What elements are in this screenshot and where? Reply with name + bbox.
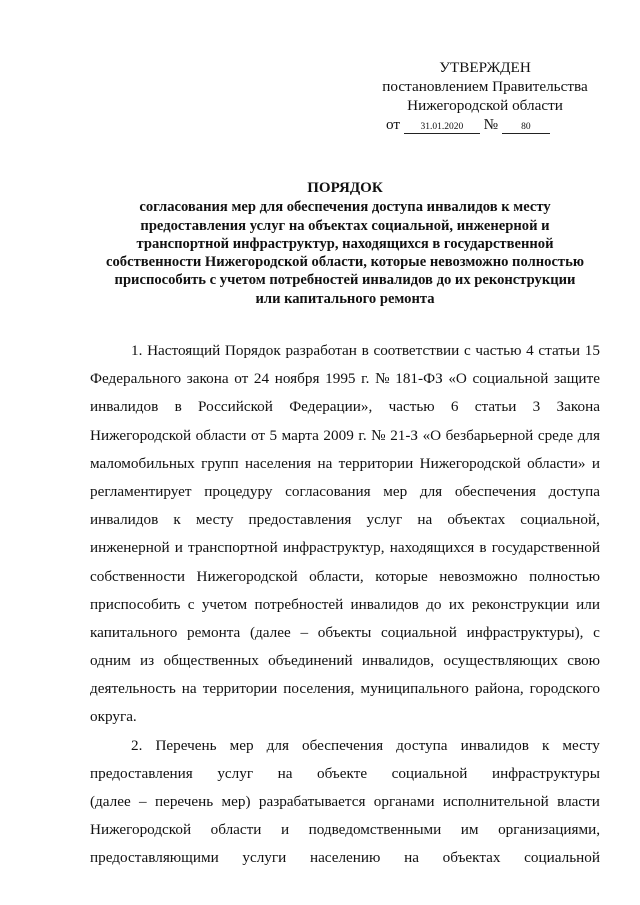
body-word: подведомственными <box>308 821 442 839</box>
body-word: инженерной <box>90 539 170 557</box>
approval-date: 31.01.2020 <box>404 121 480 134</box>
body-word: в <box>361 342 369 359</box>
body-word: с <box>187 595 195 613</box>
body-word: статьи <box>474 398 517 416</box>
body-word: марта <box>281 426 319 444</box>
body-word: 2009 <box>323 426 354 444</box>
approval-date-line <box>372 115 598 134</box>
body-line <box>90 591 600 619</box>
body-word: объектах <box>447 511 506 529</box>
body-word: 181-ФЗ <box>395 370 443 388</box>
body-word: инфраструктур, <box>282 539 385 557</box>
body-word: с <box>593 623 600 641</box>
body-word: месту <box>195 511 234 529</box>
title-line: собственности Нижегородской области, которые невозможно полностью <box>106 254 584 271</box>
body-word: социальной <box>381 623 457 641</box>
body-word: процедуру <box>204 482 273 500</box>
approval-number-sign: № <box>483 116 499 133</box>
body-word: их <box>448 595 465 613</box>
body-word: № <box>375 370 390 388</box>
body-word: невозможно <box>439 567 518 585</box>
body-word: Перечень <box>155 736 217 754</box>
body-word: и <box>280 821 290 839</box>
body-word: области, <box>309 567 364 585</box>
title-line: или капитального ремонта <box>255 290 435 307</box>
body-word: инвалидов <box>90 511 159 529</box>
body-word: области <box>195 426 247 444</box>
body-word: Нижегородской <box>90 821 192 839</box>
body-word: инфраструктуры <box>491 764 600 782</box>
body-word: к <box>173 511 181 529</box>
body-line <box>90 506 600 534</box>
body-word: мер) <box>221 793 251 810</box>
body-word: групп <box>201 454 239 472</box>
body-word: инвалидов <box>460 736 529 754</box>
body-word: услуги <box>242 849 287 867</box>
body-word: разработан <box>285 342 357 359</box>
body-word: г. <box>361 370 370 388</box>
document-heading: ПОРЯДОК <box>307 180 383 196</box>
body-word: области <box>210 821 262 839</box>
body-word: свою <box>567 652 600 670</box>
body-word: на <box>317 454 333 472</box>
body-word: области» <box>527 454 586 472</box>
body-word: капитального <box>90 623 178 641</box>
body-word: согласования <box>285 482 371 500</box>
body-line <box>90 422 600 450</box>
body-line <box>90 619 600 647</box>
body-word: ремонта <box>187 623 241 641</box>
body-word: 1. <box>131 342 143 359</box>
body-word: г. <box>358 426 367 444</box>
body-word: деятельность <box>90 680 176 698</box>
body-word: безбарьерной <box>445 426 534 444</box>
body-word: предоставляющими <box>90 849 219 867</box>
body-word: ноября <box>274 370 320 388</box>
body-line <box>90 365 600 393</box>
approval-number: 80 <box>502 121 550 134</box>
body-word: района, <box>474 680 524 698</box>
body-word: социальной <box>524 849 600 867</box>
body-word: соответствии <box>373 342 460 359</box>
body-word: одним <box>90 652 131 670</box>
approval-stamp-block <box>372 58 598 134</box>
body-word: им <box>460 821 479 839</box>
body-word: защите <box>554 370 600 388</box>
body-word: исполнительной <box>442 793 549 810</box>
body-word: от <box>234 370 249 388</box>
body-line <box>90 393 600 421</box>
body-line <box>90 732 600 760</box>
body-word: Порядок <box>224 342 281 359</box>
body-word: объекты <box>317 623 372 641</box>
body-word: Федерального <box>90 370 182 388</box>
body-word: Настоящий <box>147 342 221 359</box>
body-word: которые <box>375 567 428 585</box>
title-line: транспортной инфраструктур, находящихся в государственной <box>136 235 554 252</box>
body-word: 3 <box>532 398 541 416</box>
body-word: доступа <box>396 736 448 754</box>
body-word: для <box>266 736 289 754</box>
body-word: 1995 <box>325 370 356 388</box>
document-title <box>90 179 600 308</box>
body-word: осуществляющих <box>443 652 558 670</box>
body-word: на <box>277 764 293 782</box>
body-word: 24 <box>253 370 270 388</box>
body-word: 4 <box>526 342 534 359</box>
body-word: (далее <box>90 793 131 810</box>
body-word: – <box>139 793 147 810</box>
body-word: для <box>419 482 443 500</box>
body-word: государственной <box>491 539 600 557</box>
body-word: обеспечения <box>302 736 384 754</box>
body-word: месту <box>562 736 600 754</box>
body-word: 15 <box>584 342 600 359</box>
body-word: объекте <box>316 764 368 782</box>
body-word: приспособить <box>90 595 181 613</box>
body-word: социальной, <box>520 511 600 529</box>
body-word: Нижегородской <box>196 567 298 585</box>
body-word: в <box>174 398 182 416</box>
approval-from-label: от <box>386 116 401 133</box>
body-word: среде <box>537 426 574 444</box>
body-word: полностью <box>529 567 600 585</box>
body-word: населению <box>309 849 381 867</box>
title-line: приспособить с учетом потребностей инвалидов до их реконструкции <box>114 272 576 289</box>
body-word: транспортной <box>188 539 278 557</box>
body-word: Нижегородской <box>90 426 192 444</box>
body-line <box>90 337 600 365</box>
body-word: из <box>140 652 155 670</box>
body-word: разрабатывается <box>258 793 366 810</box>
document-subtitle <box>90 198 600 308</box>
body-word: закона <box>186 370 229 388</box>
body-word: населения <box>244 454 312 472</box>
body-word: статьи <box>538 342 581 359</box>
body-word: мер <box>229 736 254 754</box>
body-word: № <box>371 426 386 444</box>
body-word: объединений <box>268 652 353 670</box>
body-line <box>90 450 600 478</box>
body-word: общественных <box>163 652 259 670</box>
body-line <box>90 788 600 816</box>
body-line <box>90 760 600 788</box>
body-word: маломобильных <box>90 454 195 472</box>
body-word: 6 <box>450 398 459 416</box>
body-word: власти <box>557 793 600 810</box>
body-word: или <box>576 595 600 613</box>
body-word: 21-З <box>390 426 419 444</box>
body-word: частью <box>475 342 522 359</box>
body-word: органами <box>373 793 435 810</box>
body-word: социальной <box>472 370 549 388</box>
approval-heading: УТВЕРЖДЕН <box>439 59 531 76</box>
body-word: «О <box>422 426 442 444</box>
body-word: мер <box>383 482 408 500</box>
body-word: перечень <box>154 793 214 810</box>
body-word: Закона <box>556 398 600 416</box>
body-word: объектах <box>442 849 501 867</box>
body-word: социальной <box>391 764 468 782</box>
body-word: на <box>181 680 197 698</box>
body-word: реконструкции <box>471 595 569 613</box>
body-word: до <box>426 595 442 613</box>
body-word: потребностей <box>254 595 344 613</box>
body-word: предоставления <box>90 764 193 782</box>
body-word: (далее <box>250 623 291 641</box>
body-word: – <box>300 623 309 641</box>
body-word: регламентирует <box>90 482 192 500</box>
body-line <box>90 844 600 872</box>
body-word: находящихся <box>389 539 475 557</box>
body-word: 5 <box>269 426 278 444</box>
body-word: с <box>463 342 471 359</box>
approval-resolution-line: постановлением Правительства <box>382 78 588 95</box>
body-line <box>90 534 600 562</box>
body-line <box>90 703 600 731</box>
body-line <box>90 478 600 506</box>
body-word: инвалидов <box>350 595 419 613</box>
body-word: собственности <box>90 567 185 585</box>
body-word: инфраструктуры), <box>466 623 584 641</box>
body-word: территории <box>338 454 414 472</box>
body-word: обеспечения <box>454 482 536 500</box>
document-body <box>90 337 600 873</box>
body-word: частью <box>388 398 435 416</box>
body-word: городского <box>529 680 600 698</box>
body-word: услуг <box>217 764 254 782</box>
body-word: для <box>577 426 600 444</box>
body-word: услуг <box>366 511 403 529</box>
body-word: Российской <box>198 398 273 416</box>
body-word: муниципального <box>360 680 469 698</box>
approval-region-line: Нижегородской области <box>407 97 563 114</box>
body-word: к <box>541 736 550 754</box>
body-word: учетом <box>201 595 248 613</box>
body-word: инвалидов, <box>361 652 435 670</box>
body-word: доступа <box>548 482 600 500</box>
body-word: и <box>591 454 600 472</box>
body-word: Нижегородской <box>419 454 521 472</box>
body-word: 2. <box>131 736 143 754</box>
title-line: предоставления услуг на объектах социальной, инженерной и <box>140 217 550 234</box>
body-word: Федерации», <box>289 398 373 416</box>
body-word: «О <box>448 370 467 388</box>
body-word: поселения, <box>283 680 355 698</box>
body-line <box>90 816 600 844</box>
body-word: территории <box>202 680 278 698</box>
body-word: на <box>404 849 419 867</box>
body-line <box>90 647 600 675</box>
body-word: инвалидов <box>90 398 159 416</box>
body-word: и <box>174 539 183 557</box>
body-word: в <box>479 539 487 557</box>
title-line: согласования мер для обеспечения доступа инвалидов к месту <box>139 199 551 216</box>
body-word: от <box>250 426 265 444</box>
body-word: округа. <box>90 708 137 726</box>
body-word: организациями, <box>498 821 600 839</box>
body-word: предоставления <box>248 511 352 529</box>
body-word: на <box>417 511 433 529</box>
body-line <box>90 563 600 591</box>
body-line <box>90 675 600 703</box>
